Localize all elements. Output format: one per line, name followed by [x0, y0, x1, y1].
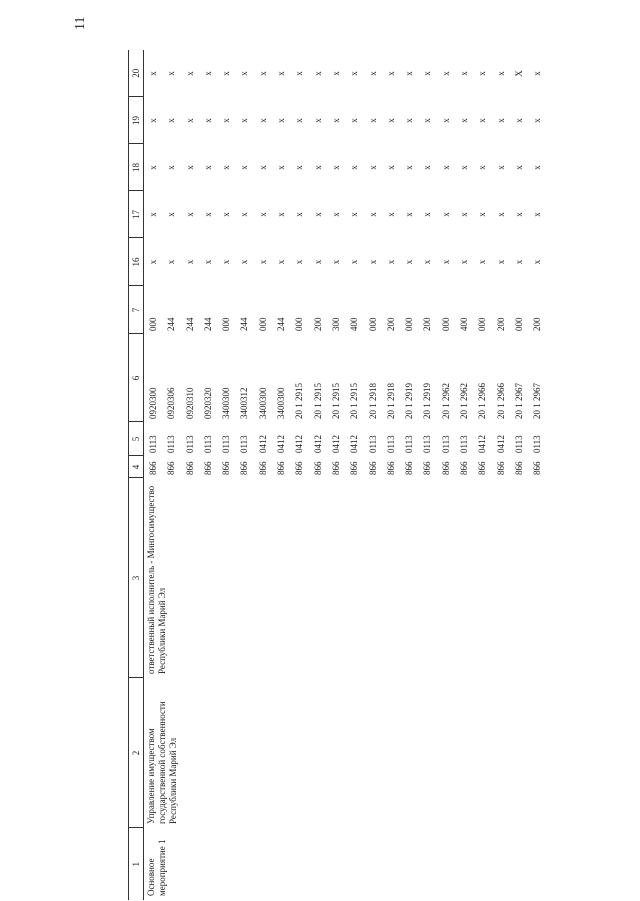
- x-mark-cell: x: [221, 165, 232, 170]
- x-mark-cell: x: [239, 165, 250, 170]
- code-cell: 866: [349, 461, 360, 475]
- header-cell: 3: [129, 478, 144, 678]
- x-mark-cell: x: [367, 71, 378, 76]
- empty-cell: [254, 828, 272, 900]
- code-cell: 200: [312, 317, 323, 331]
- x-mark-cell: x: [385, 165, 396, 170]
- x-mark-cell: x: [513, 165, 524, 170]
- x-mark-cell: x: [495, 212, 506, 217]
- code-cell: 300: [330, 317, 341, 331]
- x-mark-cell: x: [257, 165, 268, 170]
- header-cell: 16: [129, 238, 144, 286]
- x-mark-cell: x: [312, 259, 323, 265]
- code-cell: 400: [459, 317, 470, 331]
- header-cell: 5: [129, 422, 144, 456]
- empty-cell: [382, 478, 400, 678]
- x-mark-cell: x: [367, 259, 378, 265]
- code-cell: 20 1 2966: [477, 383, 488, 419]
- empty-cell: [492, 828, 510, 900]
- code-cell: 3400300: [276, 387, 287, 419]
- code-cell: 866: [404, 461, 415, 475]
- x-mark-cell: x: [440, 71, 451, 76]
- code-cell: 866: [513, 461, 524, 475]
- table-row: [272, 50, 290, 900]
- x-mark-cell: x: [440, 259, 451, 265]
- x-mark-cell: x: [422, 118, 433, 123]
- x-mark-cell: x: [330, 71, 341, 76]
- empty-cell: [510, 828, 528, 900]
- code-cell: 866: [221, 461, 232, 475]
- table-row: [290, 50, 308, 900]
- empty-cell: [473, 478, 491, 678]
- empty-cell: [364, 678, 382, 828]
- table-row: [400, 50, 418, 900]
- code-cell: 0113: [184, 435, 195, 453]
- code-cell: 0412: [477, 435, 488, 453]
- code-cell: 0412: [495, 435, 506, 453]
- x-mark-cell: x: [367, 118, 378, 123]
- header-cell: 17: [129, 191, 144, 238]
- code-cell: 0113: [422, 435, 433, 453]
- x-mark-cell: x: [239, 71, 250, 76]
- code-cell: 200: [532, 317, 543, 331]
- x-mark-cell: x: [148, 71, 158, 76]
- x-mark-cell: x: [221, 259, 232, 265]
- x-mark-cell: x: [495, 71, 506, 76]
- x-mark-cell: x: [312, 165, 323, 170]
- x-mark-cell: x: [330, 259, 341, 265]
- x-mark-cell: x: [477, 71, 488, 76]
- empty-cell: [290, 678, 308, 828]
- code-cell: 000: [148, 317, 158, 331]
- empty-cell: [327, 678, 345, 828]
- code-cell: 0113: [404, 435, 415, 453]
- code-cell: 866: [276, 461, 287, 475]
- code-cell: 200: [385, 317, 396, 331]
- x-mark-cell: x: [477, 259, 488, 265]
- code-cell: 400: [349, 317, 360, 331]
- empty-cell: [492, 678, 510, 828]
- empty-cell: [528, 678, 546, 828]
- x-mark-cell: x: [276, 71, 287, 76]
- code-cell: 0412: [312, 435, 323, 453]
- x-mark-cell: x: [148, 118, 158, 123]
- x-mark-cell: x: [440, 212, 451, 217]
- code-cell: 000: [257, 317, 268, 331]
- code-cell: 866: [495, 461, 506, 475]
- code-cell: 000: [294, 317, 305, 331]
- code-cell: 20 1 2962: [459, 383, 470, 419]
- code-cell: 866: [257, 461, 268, 475]
- x-mark-cell: x: [532, 165, 543, 170]
- code-cell: 20 1 2919: [422, 383, 433, 419]
- code-cell: 866: [440, 461, 451, 475]
- x-mark-cell: x: [477, 212, 488, 217]
- table-row: [364, 50, 382, 900]
- x-mark-cell: x: [330, 118, 341, 123]
- code-cell: 0113: [385, 435, 396, 453]
- x-mark-cell: x: [166, 212, 177, 217]
- description-cell: ответственный исполнитель - Мингосимущество Республики Марий Эл: [146, 485, 167, 674]
- x-mark-cell: x: [459, 71, 470, 76]
- x-mark-cell: x: [184, 118, 195, 123]
- x-mark-cell: x: [239, 212, 250, 217]
- x-mark-cell: x: [184, 71, 195, 76]
- code-cell: 0113: [532, 435, 543, 453]
- table-row: [492, 50, 510, 900]
- empty-cell: [364, 478, 382, 678]
- x-mark-cell: x: [459, 118, 470, 123]
- code-cell: 244: [202, 317, 213, 331]
- x-mark-cell: x: [440, 118, 451, 123]
- x-mark-cell: x: [257, 118, 268, 123]
- empty-cell: [290, 828, 308, 900]
- x-mark-cell: x: [495, 165, 506, 170]
- x-mark-cell: x: [385, 259, 396, 265]
- empty-cell: [327, 478, 345, 678]
- code-cell: 244: [184, 317, 195, 331]
- empty-cell: [418, 828, 436, 900]
- empty-cell: [400, 828, 418, 900]
- empty-cell: [510, 678, 528, 828]
- x-mark-cell: x: [385, 71, 396, 76]
- x-mark-cell: x: [312, 212, 323, 217]
- x-mark-cell: x: [294, 165, 305, 170]
- code-cell: 000: [440, 317, 451, 331]
- table-wrapper: [128, 50, 548, 900]
- x-mark-cell: x: [513, 118, 524, 123]
- empty-cell: [235, 478, 253, 678]
- x-mark-cell: x: [477, 118, 488, 123]
- code-cell: 244: [166, 317, 177, 331]
- code-cell: 0113: [166, 435, 177, 453]
- x-mark-cell: x: [166, 71, 177, 76]
- table-row: [455, 50, 473, 900]
- x-mark-cell: X: [513, 70, 524, 77]
- code-cell: 0412: [257, 435, 268, 453]
- x-mark-cell: x: [532, 212, 543, 217]
- table-row: [309, 50, 327, 900]
- x-mark-cell: x: [312, 118, 323, 123]
- x-mark-cell: x: [276, 259, 287, 265]
- x-mark-cell: x: [459, 165, 470, 170]
- empty-cell: [418, 478, 436, 678]
- empty-cell: [309, 828, 327, 900]
- code-cell: 0113: [459, 435, 470, 453]
- code-cell: 20 1 2967: [513, 383, 524, 419]
- code-cell: 20 1 2915: [294, 383, 305, 419]
- empty-cell: [235, 678, 253, 828]
- code-cell: 20 1 2962: [440, 383, 451, 419]
- empty-cell: [309, 678, 327, 828]
- empty-cell: [327, 828, 345, 900]
- x-mark-cell: x: [184, 259, 195, 265]
- code-cell: 20 1 2918: [367, 383, 378, 419]
- code-cell: 866: [367, 461, 378, 475]
- x-mark-cell: x: [276, 118, 287, 123]
- x-mark-cell: x: [294, 212, 305, 217]
- x-mark-cell: x: [239, 118, 250, 123]
- code-cell: 000: [221, 317, 232, 331]
- x-mark-cell: x: [459, 259, 470, 265]
- x-mark-cell: x: [166, 165, 177, 170]
- header-cell: 20: [129, 50, 144, 97]
- code-cell: 20 1 2915: [312, 383, 323, 419]
- code-cell: 20 1 2915: [349, 383, 360, 419]
- x-mark-cell: x: [294, 118, 305, 123]
- x-mark-cell: x: [184, 212, 195, 217]
- code-cell: 0412: [349, 435, 360, 453]
- empty-cell: [290, 478, 308, 678]
- code-cell: 0920310: [184, 387, 195, 419]
- empty-cell: [272, 678, 290, 828]
- x-mark-cell: x: [221, 212, 232, 217]
- x-mark-cell: x: [148, 212, 158, 217]
- x-mark-cell: x: [459, 212, 470, 217]
- x-mark-cell: x: [349, 165, 360, 170]
- code-cell: 866: [239, 461, 250, 475]
- empty-cell: [364, 828, 382, 900]
- x-mark-cell: x: [422, 259, 433, 265]
- x-mark-cell: x: [422, 71, 433, 76]
- x-mark-cell: x: [385, 118, 396, 123]
- x-mark-cell: x: [404, 212, 415, 217]
- code-cell: 000: [513, 317, 524, 331]
- empty-cell: [254, 478, 272, 678]
- table-row: [437, 50, 455, 900]
- x-mark-cell: x: [477, 165, 488, 170]
- code-cell: 0920306: [166, 387, 177, 419]
- code-cell: 0113: [440, 435, 451, 453]
- code-cell: 866: [532, 461, 543, 475]
- x-mark-cell: x: [202, 71, 213, 76]
- code-cell: 0113: [202, 435, 213, 453]
- code-cell: 0412: [294, 435, 305, 453]
- empty-cell: [235, 828, 253, 900]
- code-cell: 000: [404, 317, 415, 331]
- x-mark-cell: x: [148, 259, 158, 265]
- table-row: [327, 50, 345, 900]
- header-cell: 7: [129, 286, 144, 334]
- empty-cell: [437, 678, 455, 828]
- code-cell: 3400312: [239, 387, 250, 419]
- table-row: [144, 50, 163, 900]
- x-mark-cell: x: [367, 165, 378, 170]
- page-number: 11: [73, 16, 88, 30]
- x-mark-cell: x: [349, 259, 360, 265]
- code-cell: 866: [422, 461, 433, 475]
- x-mark-cell: x: [221, 118, 232, 123]
- code-cell: 000: [477, 317, 488, 331]
- code-cell: 0113: [239, 435, 250, 453]
- code-cell: 200: [422, 317, 433, 331]
- table-body: [144, 50, 547, 900]
- code-cell: 0412: [276, 435, 287, 453]
- x-mark-cell: x: [202, 259, 213, 265]
- table-row: [528, 50, 546, 900]
- x-mark-cell: x: [330, 165, 341, 170]
- header-row: [129, 50, 144, 900]
- empty-cell: [437, 828, 455, 900]
- table-row: [345, 50, 363, 900]
- x-mark-cell: x: [257, 259, 268, 265]
- table-row: [254, 50, 272, 900]
- code-cell: 3400300: [257, 387, 268, 419]
- table-row: [418, 50, 436, 900]
- code-cell: 244: [276, 317, 287, 331]
- code-cell: 0412: [330, 435, 341, 453]
- x-mark-cell: x: [422, 165, 433, 170]
- table-row: [382, 50, 400, 900]
- data-table: [128, 50, 547, 900]
- empty-cell: [437, 478, 455, 678]
- description-cell: Основное мероприятие 1: [146, 839, 167, 896]
- header-cell: 1: [129, 828, 144, 900]
- x-mark-cell: x: [221, 71, 232, 76]
- x-mark-cell: x: [202, 118, 213, 123]
- x-mark-cell: x: [513, 212, 524, 217]
- x-mark-cell: x: [257, 212, 268, 217]
- x-mark-cell: x: [276, 212, 287, 217]
- table-row: [235, 50, 253, 900]
- empty-cell: [345, 678, 363, 828]
- empty-cell: [473, 828, 491, 900]
- empty-cell: [345, 828, 363, 900]
- code-cell: 866: [385, 461, 396, 475]
- code-cell: 866: [459, 461, 470, 475]
- x-mark-cell: x: [422, 212, 433, 217]
- code-cell: 3400300: [221, 387, 232, 419]
- x-mark-cell: x: [330, 212, 341, 217]
- code-cell: 20 1 2967: [532, 383, 543, 419]
- x-mark-cell: x: [532, 259, 543, 265]
- code-cell: 0920300: [148, 387, 158, 419]
- x-mark-cell: x: [349, 118, 360, 123]
- x-mark-cell: x: [440, 165, 451, 170]
- empty-cell: [272, 478, 290, 678]
- table-row: [510, 50, 528, 900]
- code-cell: 200: [495, 317, 506, 331]
- code-cell: 0113: [513, 435, 524, 453]
- x-mark-cell: x: [349, 212, 360, 217]
- table-row: [473, 50, 491, 900]
- header-cell: 4: [129, 456, 144, 478]
- code-cell: 20 1 2966: [495, 383, 506, 419]
- empty-cell: [528, 828, 546, 900]
- code-cell: 0113: [221, 435, 232, 453]
- x-mark-cell: x: [495, 259, 506, 265]
- empty-cell: [455, 478, 473, 678]
- code-cell: 866: [330, 461, 341, 475]
- x-mark-cell: x: [294, 259, 305, 265]
- x-mark-cell: x: [202, 212, 213, 217]
- x-mark-cell: x: [385, 212, 396, 217]
- x-mark-cell: x: [349, 71, 360, 76]
- code-cell: 866: [184, 461, 195, 475]
- code-cell: 20 1 2915: [330, 383, 341, 419]
- code-cell: 866: [294, 461, 305, 475]
- x-mark-cell: x: [367, 212, 378, 217]
- x-mark-cell: x: [148, 165, 158, 170]
- x-mark-cell: x: [495, 118, 506, 123]
- code-cell: 20 1 2919: [404, 383, 415, 419]
- code-cell: 866: [202, 461, 213, 475]
- empty-cell: [254, 678, 272, 828]
- x-mark-cell: x: [184, 165, 195, 170]
- code-cell: 20 1 2918: [385, 383, 396, 419]
- x-mark-cell: x: [166, 259, 177, 265]
- empty-cell: [272, 828, 290, 900]
- code-cell: 244: [239, 317, 250, 331]
- empty-cell: [400, 678, 418, 828]
- x-mark-cell: x: [404, 118, 415, 123]
- code-cell: 866: [166, 461, 177, 475]
- code-cell: 0113: [367, 435, 378, 453]
- x-mark-cell: x: [532, 71, 543, 76]
- code-cell: 866: [477, 461, 488, 475]
- empty-cell: [345, 478, 363, 678]
- code-cell: 000: [367, 317, 378, 331]
- x-mark-cell: x: [404, 165, 415, 170]
- code-cell: 0113: [148, 435, 158, 453]
- empty-cell: [400, 478, 418, 678]
- empty-cell: [382, 828, 400, 900]
- empty-cell: [309, 478, 327, 678]
- empty-cell: [510, 478, 528, 678]
- x-mark-cell: x: [257, 71, 268, 76]
- rotated-sheet: [128, 50, 543, 896]
- code-cell: 866: [312, 461, 323, 475]
- x-mark-cell: x: [404, 71, 415, 76]
- empty-cell: [455, 678, 473, 828]
- x-mark-cell: x: [239, 259, 250, 265]
- empty-cell: [382, 678, 400, 828]
- empty-cell: [418, 678, 436, 828]
- code-cell: 866: [148, 461, 158, 475]
- x-mark-cell: x: [202, 165, 213, 170]
- header-cell: 18: [129, 144, 144, 191]
- x-mark-cell: x: [312, 71, 323, 76]
- empty-cell: [473, 678, 491, 828]
- x-mark-cell: x: [294, 71, 305, 76]
- header-cell: 19: [129, 97, 144, 144]
- empty-cell: [528, 478, 546, 678]
- x-mark-cell: x: [166, 118, 177, 123]
- x-mark-cell: x: [513, 259, 524, 265]
- x-mark-cell: x: [276, 165, 287, 170]
- header-cell: 2: [129, 678, 144, 828]
- code-cell: 0920320: [202, 387, 213, 419]
- x-mark-cell: x: [404, 259, 415, 265]
- x-mark-cell: x: [532, 118, 543, 123]
- empty-cell: [455, 828, 473, 900]
- empty-cell: [492, 478, 510, 678]
- header-cell: 6: [129, 334, 144, 422]
- description-cell: Управление имуществом государственной собственности Республики Марий Эл: [146, 701, 178, 824]
